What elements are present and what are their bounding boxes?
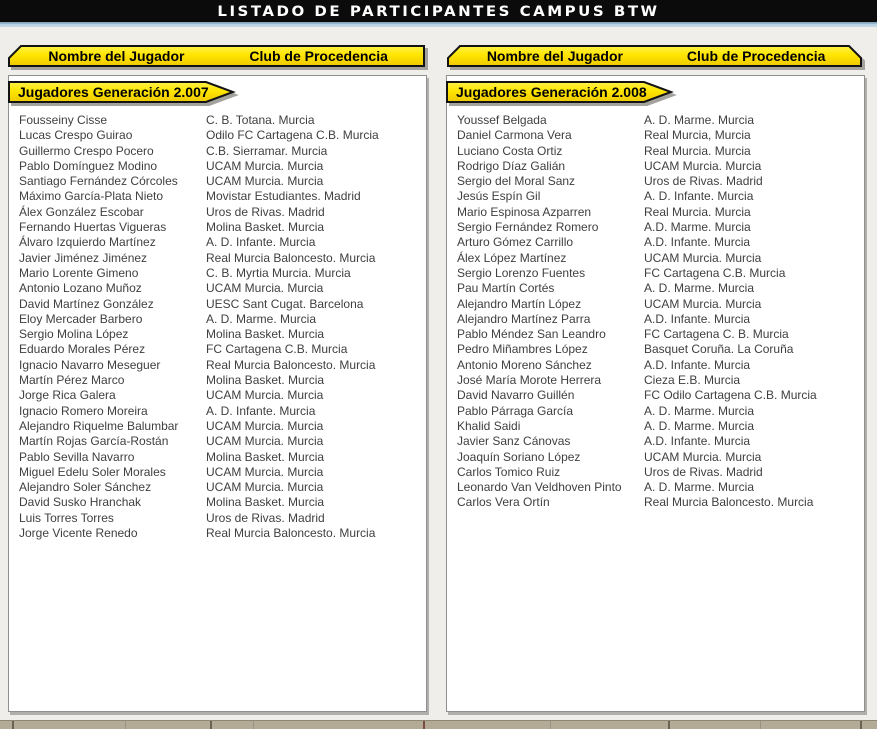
player-name: Eduardo Morales Pérez (19, 342, 146, 357)
player-club: A. D. Marme. Murcia (644, 480, 755, 495)
player-row (9, 526, 426, 541)
player-club: Real Murcia Baloncesto. Murcia (206, 357, 376, 372)
player-row (447, 342, 864, 357)
player-name: Sergio Molina López (19, 327, 129, 342)
player-row (447, 159, 864, 174)
floor-strip (0, 720, 877, 729)
player-name: Martín Pérez Marco (19, 373, 125, 388)
player-name: Rodrigo Díaz Galián (457, 158, 566, 173)
floor-line (423, 721, 425, 729)
player-club: Uros de Rivas. Madrid (206, 204, 325, 219)
player-club: FC Cartagena C.B. Murcia (644, 265, 786, 280)
player-row (9, 128, 426, 143)
player-name: Sergio Lorenzo Fuentes (457, 265, 586, 280)
player-club: A. D. Infante. Murcia (206, 235, 316, 250)
generation-banner-2007 (8, 81, 236, 103)
player-row (447, 450, 864, 465)
player-row (447, 174, 864, 189)
player-club: A. D. Infante. Murcia (206, 403, 316, 418)
player-name: Mario Lorente Gimeno (19, 265, 139, 280)
page-title: LISTADO DE PARTICIPANTES CAMPUS BTW (217, 2, 660, 20)
player-row (9, 113, 426, 128)
player-club: A. D. Marme. Murcia (644, 113, 755, 127)
player-club: A.D. Infante. Murcia (644, 235, 751, 250)
player-club: FC Cartagena C. B. Murcia (644, 327, 789, 342)
player-name: Javier Sanz Cánovas (457, 434, 571, 449)
player-row (9, 388, 426, 403)
player-name: Pedro Miñambres López (457, 342, 588, 357)
player-row (9, 144, 426, 159)
player-name: Khalid Saidi (457, 418, 521, 433)
player-club: A.D. Infante. Murcia (644, 357, 751, 372)
player-name: Máximo García-Plata Nieto (19, 189, 164, 204)
player-club: Uros de Rivas. Madrid (644, 174, 763, 189)
player-row (447, 327, 864, 342)
player-club: UCAM Murcia. Murcia (206, 388, 324, 403)
player-club: UCAM Murcia. Murcia (206, 480, 324, 495)
player-row (447, 312, 864, 327)
player-club: A. D. Marme. Murcia (206, 311, 317, 326)
player-name: David Susko Hranchak (19, 495, 142, 510)
player-row (9, 327, 426, 342)
column-header-right (447, 45, 862, 67)
player-row (447, 281, 864, 296)
player-name: José María Morote Herrera (457, 373, 602, 388)
player-club: Cieza E.B. Murcia (644, 373, 741, 388)
player-row (9, 174, 426, 189)
player-name: Pablo Sevilla Navarro (19, 449, 135, 464)
player-club: Real Murcia, Murcia (644, 128, 751, 143)
floor-line (550, 721, 551, 729)
player-name: Santiago Fernández Córcoles (19, 174, 178, 189)
floor-line (760, 721, 761, 729)
player-row (9, 297, 426, 312)
player-club: Real Murcia Baloncesto. Murcia (206, 250, 376, 265)
player-name: Eloy Mercader Barbero (19, 311, 143, 326)
player-row (9, 450, 426, 465)
player-row (9, 189, 426, 204)
player-club: A.D. Infante. Murcia (644, 434, 751, 449)
player-name: Mario Espinosa Azparren (457, 204, 592, 219)
player-club: Uros de Rivas. Madrid (644, 464, 763, 479)
player-club: UCAM Murcia. Murcia (206, 464, 324, 479)
player-row (9, 495, 426, 510)
player-name: Álvaro Izquierdo Martínez (19, 235, 156, 250)
player-list-2007 (9, 113, 426, 541)
player-name: Luis Torres Torres (19, 510, 114, 525)
player-row (447, 465, 864, 480)
player-club: A. D. Marme. Murcia (644, 418, 755, 433)
player-name: Álex López Martínez (457, 250, 567, 265)
player-club: A. D. Marme. Murcia (644, 403, 755, 418)
panel-generation-2008 (446, 75, 865, 712)
player-row (9, 480, 426, 495)
floor-line (125, 721, 126, 729)
player-name: Pablo Párraga García (457, 403, 574, 418)
player-club: Real Murcia. Murcia (644, 143, 751, 158)
player-row (447, 358, 864, 373)
player-club: UCAM Murcia. Murcia (644, 449, 762, 464)
player-row (447, 480, 864, 495)
column-header-left (8, 45, 425, 67)
player-name: Youssef Belgada (457, 113, 547, 127)
panel-generation-2007 (8, 75, 427, 712)
player-row (9, 220, 426, 235)
player-row (447, 419, 864, 434)
player-club: C. B. Myrtia Murcia. Murcia (206, 265, 351, 280)
player-name: Fernando Huertas Vigueras (19, 220, 167, 235)
player-club: UCAM Murcia. Murcia (206, 281, 324, 296)
player-row (9, 159, 426, 174)
player-row (447, 220, 864, 235)
player-club: Uros de Rivas. Madrid (206, 510, 325, 525)
player-club: C. B. Totana. Murcia (206, 113, 315, 127)
player-name: Guillermo Crespo Pocero (19, 143, 154, 158)
player-row (447, 388, 864, 403)
floor-line (12, 721, 14, 729)
player-name: Carlos Vera Ortín (457, 495, 550, 510)
player-club: A.D. Infante. Murcia (644, 311, 751, 326)
blue-divider (0, 22, 877, 27)
player-club: Molina Basket. Murcia (206, 373, 325, 388)
player-row (447, 235, 864, 250)
player-name: Carlos Tomico Ruiz (457, 464, 561, 479)
player-club: Molina Basket. Murcia (206, 220, 325, 235)
player-name: Jesús Espín Gil (457, 189, 541, 204)
player-club: Real Murcia. Murcia (644, 204, 751, 219)
player-row (9, 342, 426, 357)
column-header-name-label: Nombre del Jugador (48, 48, 185, 64)
player-name: Jorge Vicente Renedo (19, 526, 138, 541)
player-name: Alejandro Riquelme Balumbar (19, 418, 179, 433)
player-row (9, 281, 426, 296)
player-row (447, 251, 864, 266)
player-row (447, 128, 864, 143)
player-row (447, 144, 864, 159)
player-name: Sergio del Moral Sanz (457, 174, 576, 189)
floor-line (668, 721, 670, 729)
column-header-club-label: Club de Procedencia (249, 48, 388, 64)
player-row (9, 434, 426, 449)
floor-line (253, 721, 254, 729)
column-header-name-label: Nombre del Jugador (486, 48, 623, 64)
player-club: Molina Basket. Murcia (206, 327, 325, 342)
player-row (9, 266, 426, 281)
player-club: A.D. Marme. Murcia (644, 220, 751, 235)
player-name: Ignacio Romero Moreira (19, 403, 148, 418)
player-row (9, 404, 426, 419)
player-row (447, 434, 864, 449)
player-row (447, 266, 864, 281)
player-name: Pablo Méndez San Leandro (457, 327, 606, 342)
player-row (9, 465, 426, 480)
player-row (9, 358, 426, 373)
player-name: David Navarro Guillén (457, 388, 575, 403)
player-club: FC Odilo Cartagena C.B. Murcia (644, 388, 817, 403)
player-list-2008 (447, 113, 864, 511)
player-row (9, 373, 426, 388)
player-name: Luciano Costa Ortiz (457, 143, 563, 158)
player-club: UCAM Murcia. Murcia (206, 158, 324, 173)
player-club: UCAM Murcia. Murcia (644, 158, 762, 173)
column-header-club-label: Club de Procedencia (686, 48, 826, 64)
floor-line (210, 721, 212, 729)
player-name: Antonio Lozano Muñoz (19, 281, 142, 296)
player-name: Alejandro Martínez Parra (457, 311, 591, 326)
player-club: Molina Basket. Murcia (206, 449, 325, 464)
player-club: UCAM Murcia. Murcia (206, 434, 324, 449)
player-row (447, 297, 864, 312)
player-row (447, 113, 864, 128)
player-club: UCAM Murcia. Murcia (206, 174, 324, 189)
player-club: UCAM Murcia. Murcia (644, 250, 762, 265)
player-name: Leonardo Van Veldhoven Pinto (457, 480, 622, 495)
player-name: Fousseiny Cisse (19, 113, 108, 127)
player-club: C.B. Sierramar. Murcia (206, 143, 328, 158)
player-row (9, 419, 426, 434)
player-name: Martín Rojas García-Rostán (19, 434, 169, 449)
generation-banner-label: Jugadores Generación 2.008 (456, 84, 647, 100)
player-name: Daniel Carmona Vera (457, 128, 572, 143)
player-name: Pablo Domínguez Modino (19, 158, 158, 173)
player-row (447, 189, 864, 204)
player-name: Sergio Fernández Romero (457, 220, 599, 235)
title-bar (0, 0, 877, 22)
player-row (447, 404, 864, 419)
player-row (9, 235, 426, 250)
player-club: Odilo FC Cartagena C.B. Murcia (206, 128, 379, 143)
player-row (447, 495, 864, 510)
player-row (447, 205, 864, 220)
player-club: A. D. Infante. Murcia (644, 189, 754, 204)
player-club: Molina Basket. Murcia (206, 495, 325, 510)
player-club: UESC Sant Cugat. Barcelona (206, 296, 364, 311)
player-row (9, 511, 426, 526)
player-name: Ignacio Navarro Meseguer (19, 357, 161, 372)
player-name: Álex González Escobar (19, 204, 144, 219)
player-row (9, 312, 426, 327)
player-club: A. D. Marme. Murcia (644, 281, 755, 296)
player-club: Basquet Coruña. La Coruña (644, 342, 794, 357)
player-name: Antonio Moreno Sánchez (457, 357, 592, 372)
generation-banner-2008 (446, 81, 674, 103)
floor-line (860, 721, 862, 729)
player-row (9, 251, 426, 266)
player-club: UCAM Murcia. Murcia (206, 418, 324, 433)
player-name: David Martínez González (19, 296, 154, 311)
player-club: FC Cartagena C.B. Murcia (206, 342, 348, 357)
generation-banner-label: Jugadores Generación 2.007 (18, 84, 209, 100)
player-name: Lucas Crespo Guirao (19, 128, 133, 143)
player-name: Alejandro Soler Sánchez (19, 480, 152, 495)
player-club: Real Murcia Baloncesto. Murcia (644, 495, 814, 510)
player-club: UCAM Murcia. Murcia (644, 296, 762, 311)
player-name: Alejandro Martín López (457, 296, 582, 311)
player-name: Javier Jiménez Jiménez (19, 250, 148, 265)
player-club: Movistar Estudiantes. Madrid (206, 189, 361, 204)
player-club: Real Murcia Baloncesto. Murcia (206, 526, 376, 541)
player-name: Arturo Gómez Carrillo (457, 235, 574, 250)
player-row (9, 205, 426, 220)
player-name: Jorge Rica Galera (19, 388, 116, 403)
player-row (447, 373, 864, 388)
player-name: Miguel Edelu Soler Morales (19, 464, 166, 479)
player-name: Joaquín Soriano López (457, 449, 581, 464)
player-name: Pau Martín Cortés (457, 281, 555, 296)
